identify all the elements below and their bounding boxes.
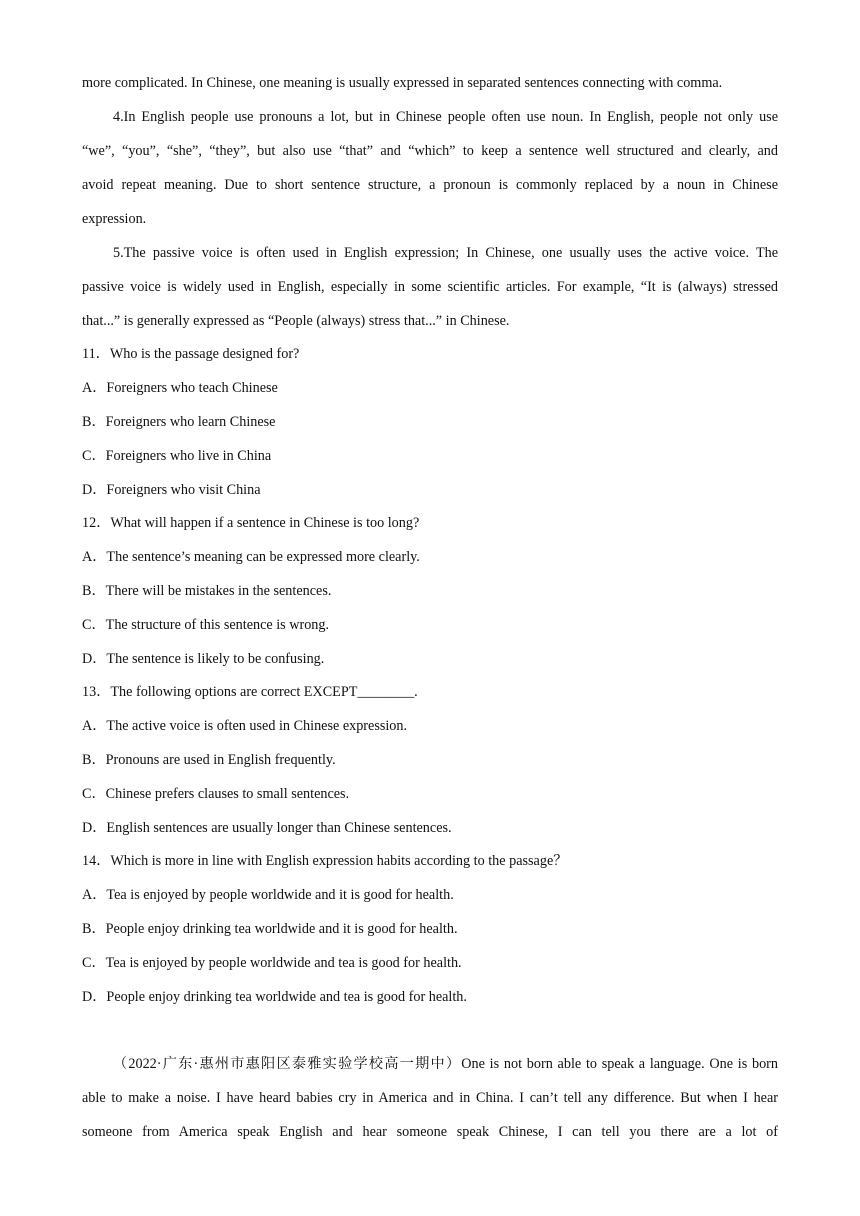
question-11-option-d: D．Foreigners who visit China	[82, 482, 261, 498]
question-14-option-c: C．Tea is enjoyed by people worldwide and tea is good for health.	[82, 955, 462, 971]
question-13-stem: 13．The following options are correct EXCEPT________.	[82, 684, 418, 700]
next-passage-line-3: someone from America speak English and hear someone speak Chinese, I can tell you there are a lot of	[82, 1124, 778, 1140]
question-12-option-a: A．The sentence’s meaning can be expressed more clearly.	[82, 549, 420, 565]
question-11-stem: 11．Who is the passage designed for?	[82, 346, 300, 362]
question-12-option-d: D．The sentence is likely to be confusing.	[82, 651, 325, 667]
question-14-option-d: D．People enjoy drinking tea worldwide and tea is good for health.	[82, 989, 467, 1005]
paragraph-4-line-3: avoid repeat meaning. Due to short sentence structure, a pronoun is commonly replaced by a noun in Chinese	[82, 177, 778, 193]
question-13-option-a: A．The active voice is often used in Chinese expression.	[82, 718, 408, 734]
paragraph-4-line-4: expression.	[82, 211, 147, 227]
paragraph-5-line-1: 5.The passive voice is often used in English expression; In Chinese, one usually uses the active voice. The	[113, 245, 778, 261]
paragraph-5-line-2: passive voice is widely used in English, especially in some scientific articles. For example, “It is (always) stressed	[82, 279, 778, 295]
question-12-option-b: B．There will be mistakes in the sentences.	[82, 583, 332, 599]
question-13-option-d: D．English sentences are usually longer than Chinese sentences.	[82, 820, 452, 836]
paragraph-4-line-2: “we”, “you”, “she”, “they”, but also use “that” and “which” to keep a sentence well structured and clearly, and	[82, 143, 778, 159]
paragraph-4-line-1: 4.In English people use pronouns a lot, but in Chinese people often use noun. In English, people not only use	[113, 109, 778, 125]
next-passage-line-2: able to make a noise. I have heard babies cry in America and in China. I can’t tell any difference. But when I hear	[82, 1090, 778, 1106]
question-11-option-c: C．Foreigners who live in China	[82, 448, 272, 464]
question-14-stem: 14．Which is more in line with English expression habits according to the passage？	[82, 853, 568, 869]
question-11-option-a: A．Foreigners who teach Chinese	[82, 380, 278, 396]
question-12-stem: 12．What will happen if a sentence in Chinese is too long?	[82, 515, 420, 531]
question-12-option-c: C．The structure of this sentence is wrong.	[82, 617, 330, 633]
paragraph-3-end: more complicated. In Chinese, one meaning is usually expressed in separated sentences connecting with comma.	[82, 75, 723, 91]
question-11-option-b: B．Foreigners who learn Chinese	[82, 414, 276, 430]
next-passage-line-1: （2022·广东·惠州市惠阳区泰雅实验学校高一期中）One is not born able to speak a language. One is born	[113, 1056, 778, 1072]
question-13-option-c: C．Chinese prefers clauses to small sentences.	[82, 786, 350, 802]
question-13-option-b: B．Pronouns are used in English frequently.	[82, 752, 336, 768]
question-14-option-b: B．People enjoy drinking tea worldwide and it is good for health.	[82, 921, 458, 937]
question-14-option-a: A．Tea is enjoyed by people worldwide and it is good for health.	[82, 887, 454, 903]
paragraph-5-line-3: that...” is generally expressed as “People (always) stress that...” in Chinese.	[82, 313, 510, 329]
